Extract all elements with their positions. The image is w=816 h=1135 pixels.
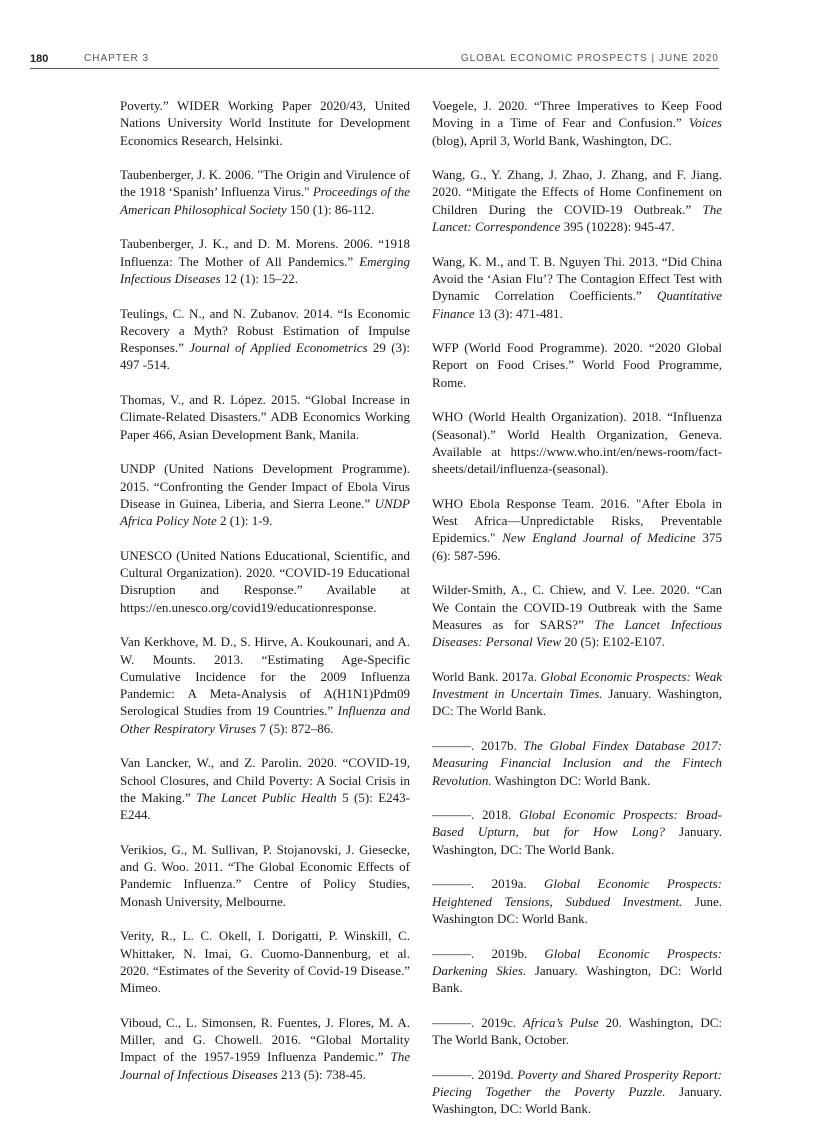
reference-entry: Wilder-Smith, A., C. Chiew, and V. Lee. 2020. “Can We Contain the COVID-19 Outbreak with the Same Measures as for SARS?” The Lancet Infectious Diseases: Personal View 20 (5): E102-E107.: [432, 582, 722, 650]
reference-entry: Verikios, G., M. Sullivan, P. Stojanovski, J. Giesecke, and G. Woo. 2011. “The Global Economic Effects of Pandemic Influenza.” Centre of Policy Studies, Monash University, Melbourne.: [120, 841, 410, 909]
reference-entry: Taubenberger, J. K. 2006. "The Origin and Virulence of the 1918 ‘Spanish’ Influenza Virus." Proceedings of the American Philosophical Society 150 (1): 86-112.: [120, 167, 410, 217]
reference-entry: ———. 2017b. The Global Findex Database 2017: Measuring Financial Inclusion and the Fintech Revolution. Washington DC: World Bank.: [432, 737, 722, 788]
reference-entry: Thomas, V., and R. López. 2015. “Global Increase in Climate-Related Disasters.” ADB Economics Working Paper 466, Asian Development Bank, Manila.: [120, 392, 410, 442]
reference-entry: Wang, K. M., and T. B. Nguyen Thi. 2013. “Did China Avoid the ‘Asian Flu’? The Contagion Effect Test with Dynamic Correlation Coefficients.” Quantitative Finance 13 (3): 471-481.: [432, 253, 722, 321]
reference-entry: WFP (World Food Programme). 2020. “2020 Global Report on Food Crises.” World Food Programme, Rome.: [432, 340, 722, 390]
header-rule: [30, 68, 719, 69]
reference-entry: ———. 2019c. Africa’s Pulse 20. Washington, DC: The World Bank, October.: [432, 1014, 722, 1048]
reference-entry: ———. 2019b. Global Economic Prospects: Darkening Skies. January. Washington, DC: World Bank.: [432, 945, 722, 996]
reference-entry: Van Lancker, W., and Z. Parolin. 2020. “COVID-19, School Closures, and Child Poverty: A Social Crisis in the Making.” The Lancet Public Health 5 (5): E243-E244.: [120, 755, 411, 823]
reference-entry: Van Kerkhove, M. D., S. Hirve, A. Koukounari, and A. W. Mounts. 2013. “Estimating Age-Specific Cumulative Incidence for the 2009 Influenza Pandemic: A Meta-Analysis of A(H1N1)Pdm09 Serological Studies from 19 Countries.” Influenza and Other Respiratory Viruses 7 (5): 872–86.: [120, 634, 410, 736]
reference-entry: Taubenberger, J. K., and D. M. Morens. 2006. “1918 Influenza: The Mother of All Pandemics.” Emerging Infectious Diseases 12 (1): 15–22.: [120, 236, 410, 286]
reference-entry: Wang, G., Y. Zhang, J. Zhao, J. Zhang, and F. Jiang. 2020. “Mitigate the Effects of Home Confinement on Children During the COVID-19 Outbreak.” The Lancet: Correspondence 395 (10228): 945-47.: [432, 167, 722, 235]
reference-entry: Voegele, J. 2020. “Three Imperatives to Keep Food Moving in a Time of Fear and Confusion.” Voices (blog), April 3, World Bank, Washington, DC.: [432, 98, 722, 148]
reference-entry: WHO (World Health Organization). 2018. “Influenza (Seasonal).” World Health Organization, Geneva. Available at https://www.who.int/en/news-room/fact-sheets/detail/influenza-(seasonal).: [432, 409, 722, 477]
reference-entry: ———. 2018. Global Economic Prospects: Broad-Based Upturn, but for How Long? January. Washington, DC: The World Bank.: [432, 807, 722, 857]
reference-entry: Teulings, C. N., and N. Zubanov. 2014. “Is Economic Recovery a Myth? Robust Estimation of Impulse Responses.” Journal of Applied Econometrics 29 (3): 497 -514.: [120, 305, 410, 373]
reference-entry: WHO Ebola Response Team. 2016. "After Ebola in West Africa—Unpredictable Risks, Preventable Epidemics." New England Journal of Medicine 375 (6): 587-596.: [432, 495, 722, 563]
reference-entry: UNDP (United Nations Development Programme). 2015. “Confronting the Gender Impact of Ebola Virus Disease in Guinea, Liberia, and Sierra Leone.” UNDP Africa Policy Note 2 (1): 1-9.: [120, 461, 410, 529]
running-header: [30, 53, 719, 67]
right-reference-column: [432, 97, 722, 1135]
page-number: 180: [30, 53, 49, 65]
chapter-label: CHAPTER 3: [84, 53, 150, 64]
reference-entry: ———. 2019a. Global Economic Prospects: Heightened Tensions, Subdued Investment. June. Washington DC: World Bank.: [432, 876, 722, 926]
reference-entry: Verity, R., L. C. Okell, I. Dorigatti, P. Winskill, C. Whittaker, N. Imai, G. Cuomo-Dannenburg, et al. 2020. “Estimates of the Severity of Covid-19 Disease.” Mimeo.: [120, 928, 410, 996]
reference-entry: ———. 2019d. Poverty and Shared Prosperity Report: Piecing Together the Poverty Puzzle. January. Washington, DC: World Bank.: [432, 1066, 722, 1117]
reference-entry: Poverty.” WIDER Working Paper 2020/43, United Nations University World Institute for Development Economics Research, Helsinki.: [120, 98, 410, 148]
left-reference-column: [120, 97, 410, 1100]
running-title: GLOBAL ECONOMIC PROSPECTS | JUNE 2020: [460, 53, 719, 64]
reference-entry: UNESCO (United Nations Educational, Scientific, and Cultural Organization). 2020. “COVID-19 Educational Disruption and Response.” Available at https://en.unesco.org/covid19/educationresponse.: [120, 547, 410, 615]
reference-entry: Viboud, C., L. Simonsen, R. Fuentes, J. Flores, M. A. Miller, and G. Chowell. 2016. “Global Mortality Impact of the 1957-1959 Influenza Pandemic.” The Journal of Infectious Diseases 213 (5): 738-45.: [120, 1014, 410, 1082]
reference-entry: World Bank. 2017a. Global Economic Prospects: Weak Investment in Uncertain Times. January. Washington, DC: The World Bank.: [432, 668, 722, 719]
